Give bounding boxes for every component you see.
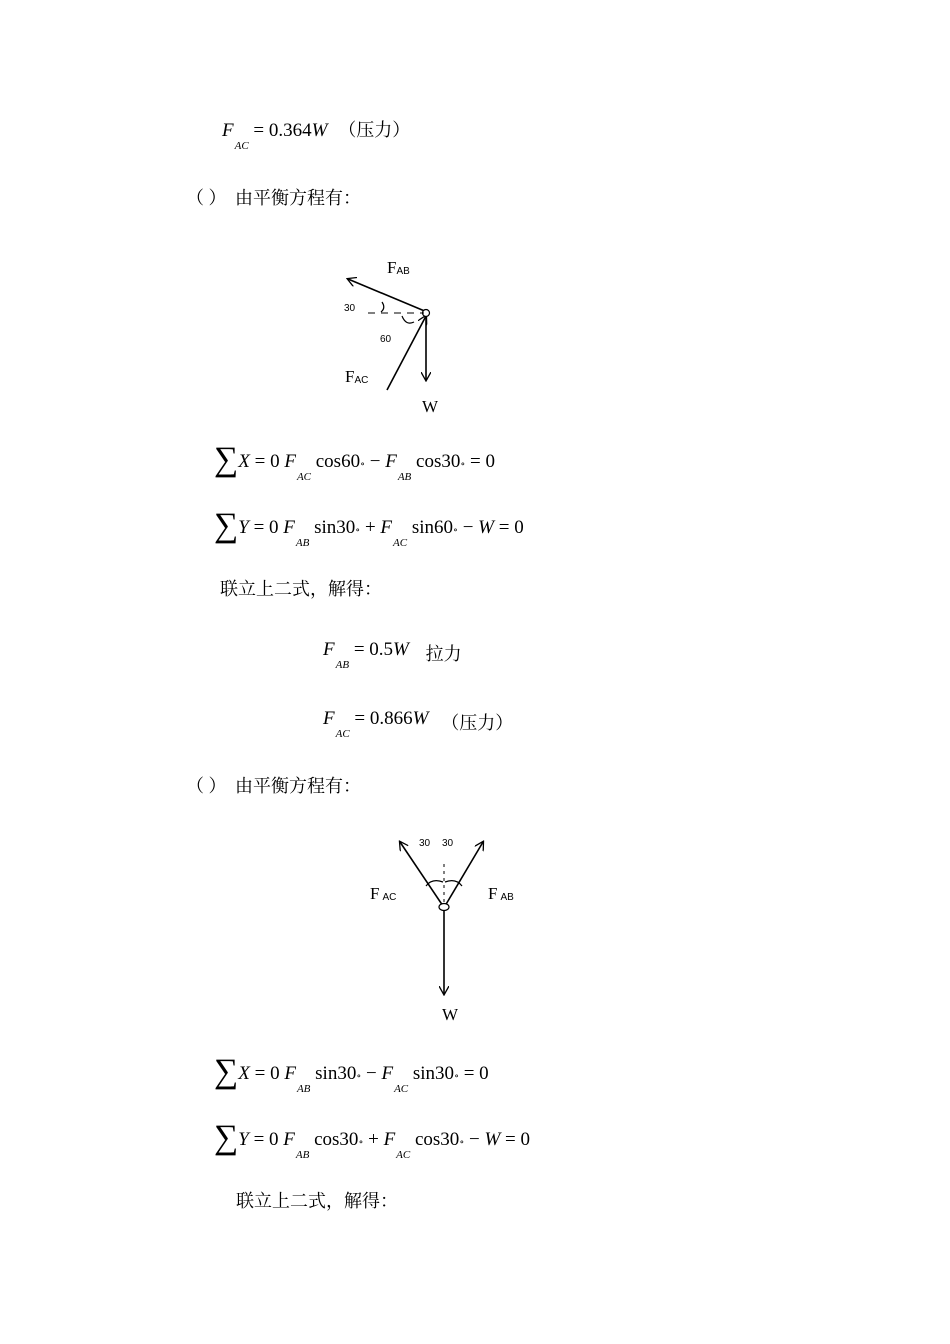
equation-sum-y-2: ∑Y = 0 $F_{AB}$ cos30∘ + $F_{AC}$ cos30∘ − W = 0 bbox=[214, 1119, 530, 1161]
fab-arrow bbox=[445, 842, 483, 906]
section-heading-2: （ ） 由平衡方程有： bbox=[186, 776, 361, 796]
section-heading-1: （ ） 由平衡方程有： bbox=[186, 188, 361, 208]
w-label: W bbox=[442, 1005, 459, 1024]
equation-sum-x-1: ∑X = 0 $F_{AC}$ cos60∘ − $F_{AB}$ cos30∘ = 0 bbox=[214, 441, 495, 483]
angle-arc-30 bbox=[381, 302, 384, 312]
node bbox=[439, 904, 449, 911]
angle-30-right-label: 30 bbox=[442, 838, 454, 849]
angle-60-label: 60 bbox=[380, 334, 392, 345]
angle-arc-60 bbox=[402, 316, 414, 323]
fab-label: FAB bbox=[387, 258, 410, 277]
solve-text-2: 联立上二式，解得： bbox=[236, 1191, 398, 1211]
fac-label: FAC bbox=[345, 367, 369, 386]
force-diagram-1 bbox=[330, 250, 470, 425]
fac-arrow bbox=[387, 316, 426, 390]
angle-30-left-label: 30 bbox=[419, 838, 431, 849]
equation-sum-y-1: ∑Y = 0 $F_{AB}$ sin30∘ + $F_{AC}$ sin60∘ − W = 0 bbox=[214, 507, 524, 549]
force-diagram-2 bbox=[362, 826, 532, 1026]
fac-label: FAC bbox=[370, 884, 397, 903]
fac-arrow bbox=[400, 842, 443, 906]
result-fac-1: $F_{AC} = 0.364W$ （压力） bbox=[222, 120, 411, 152]
w-label: W bbox=[422, 397, 439, 416]
solve-text-1: 联立上二式，解得： bbox=[220, 579, 382, 599]
result-fab-2: $F_{AB} = 0.5W$ 拉力 bbox=[323, 639, 462, 671]
equation-sum-x-2: ∑X = 0 $F_{AB}$ sin30∘ − $F_{AC}$ sin30∘ = 0 bbox=[214, 1053, 489, 1095]
fab-arrow bbox=[348, 279, 427, 312]
result-fac-2: $F_{AC} = 0.866W$ （压力） bbox=[323, 708, 514, 740]
fab-label: FAB bbox=[488, 884, 514, 903]
angle-30-label: 30 bbox=[344, 303, 356, 314]
